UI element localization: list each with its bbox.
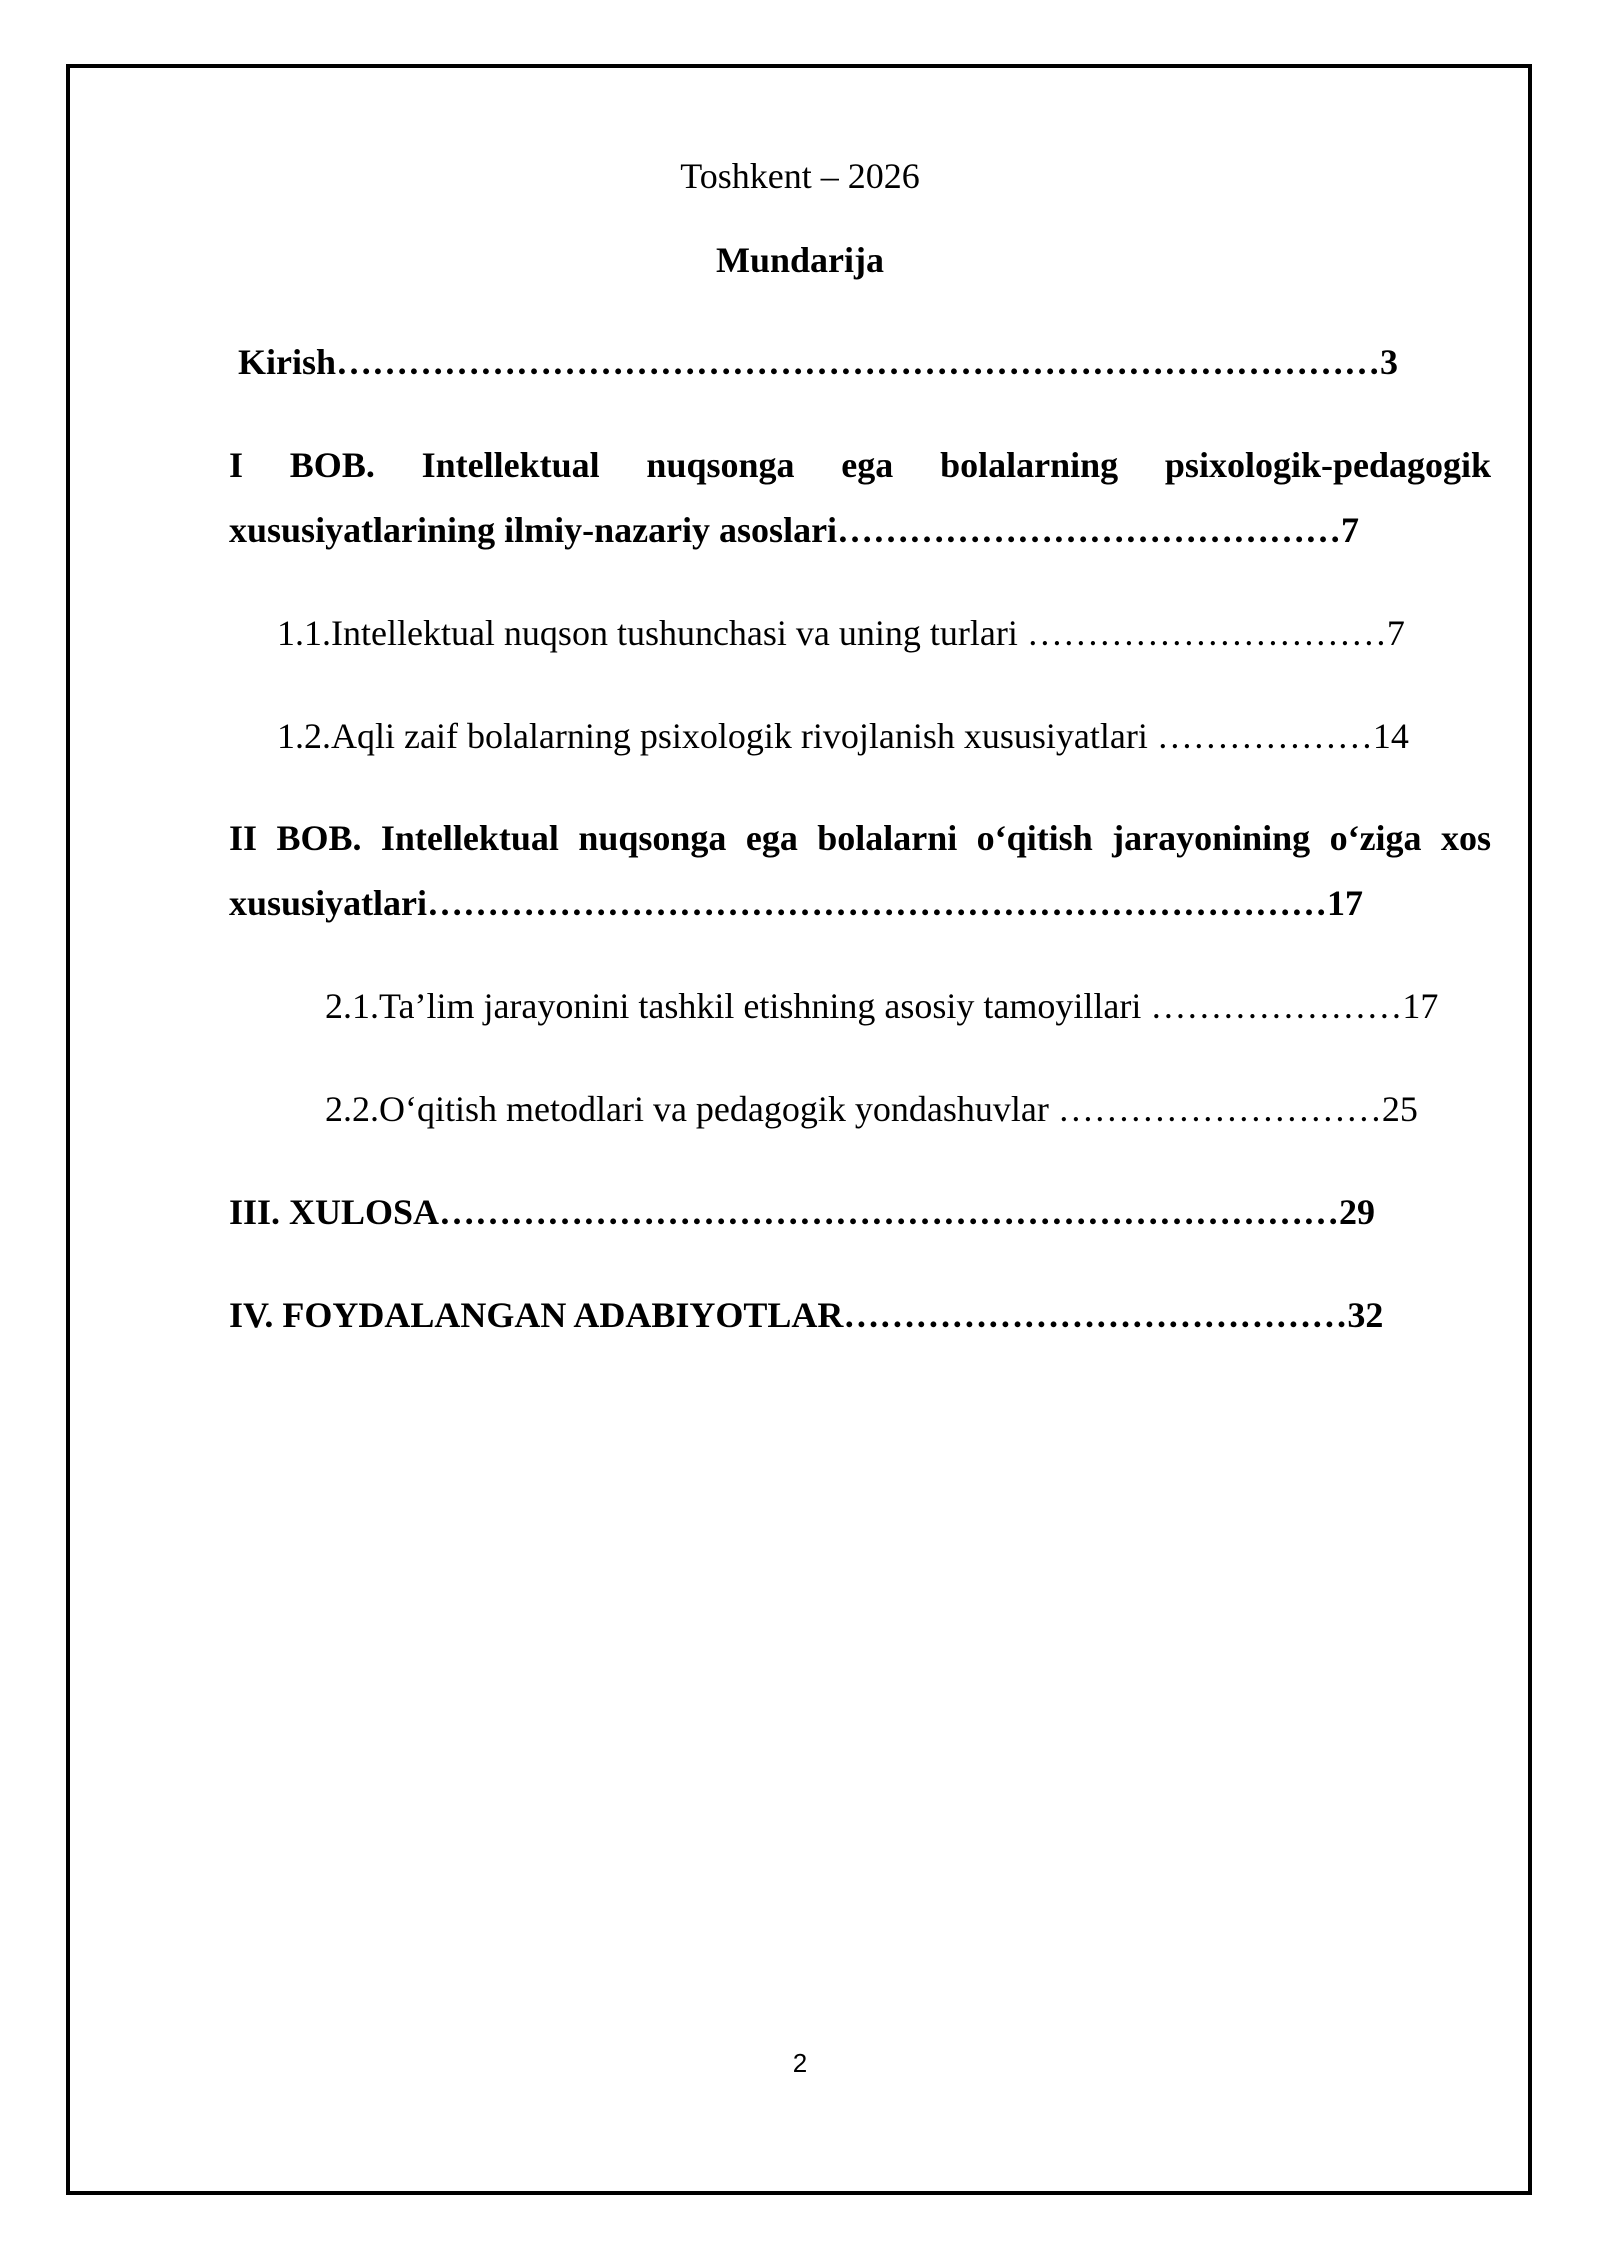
toc-entry-section-2-2: 2.2.O‘qitish metodlari va pedagogik yondashuvlar ………………………25 [325,1089,1418,1129]
toc-entry-section-2-1: 2.1.Ta’lim jarayonini tashkil etishning asosiy tamoyillari …………………17 [325,986,1439,1026]
page-number: 2 [792,2048,808,2078]
toc-entry-kirish: Kirish……………………………………………………………………………3 [238,342,1399,382]
toc-entry-references: IV. FOYDALANGAN ADABIYOTLAR……………………………………32 [229,1295,1384,1335]
city-year: Toshkent – 2026 [680,156,920,196]
toc-title: Mundarija [715,240,884,280]
toc-entry-chapter-2-line-1: II BOB. Intellektual nuqsonga ega bolalarni o‘qitish jarayonining o‘ziga xos [229,818,1491,858]
toc-entry-conclusion: III. XULOSA…………………………………………………………………29 [229,1192,1376,1232]
toc-entry-section-1-1: 1.1.Intellektual nuqson tushunchasi va uning turlari …………………………7 [277,613,1405,653]
toc-entry-chapter-2-line-2: xususiyatlari…………………………………………………………………17 [229,883,1364,923]
toc-entry-section-1-2: 1.2.Aqli zaif bolalarning psixologik rivojlanish xususiyatlari ………………14 [277,716,1409,756]
toc-entry-chapter-1-line-1: I BOB. Intellektual nuqsonga ega bolalarning psixologik-pedagogik [229,445,1491,485]
toc-entry-chapter-1-line-2: xususiyatlarining ilmiy-nazariy asoslari……………………………………7 [229,510,1360,550]
